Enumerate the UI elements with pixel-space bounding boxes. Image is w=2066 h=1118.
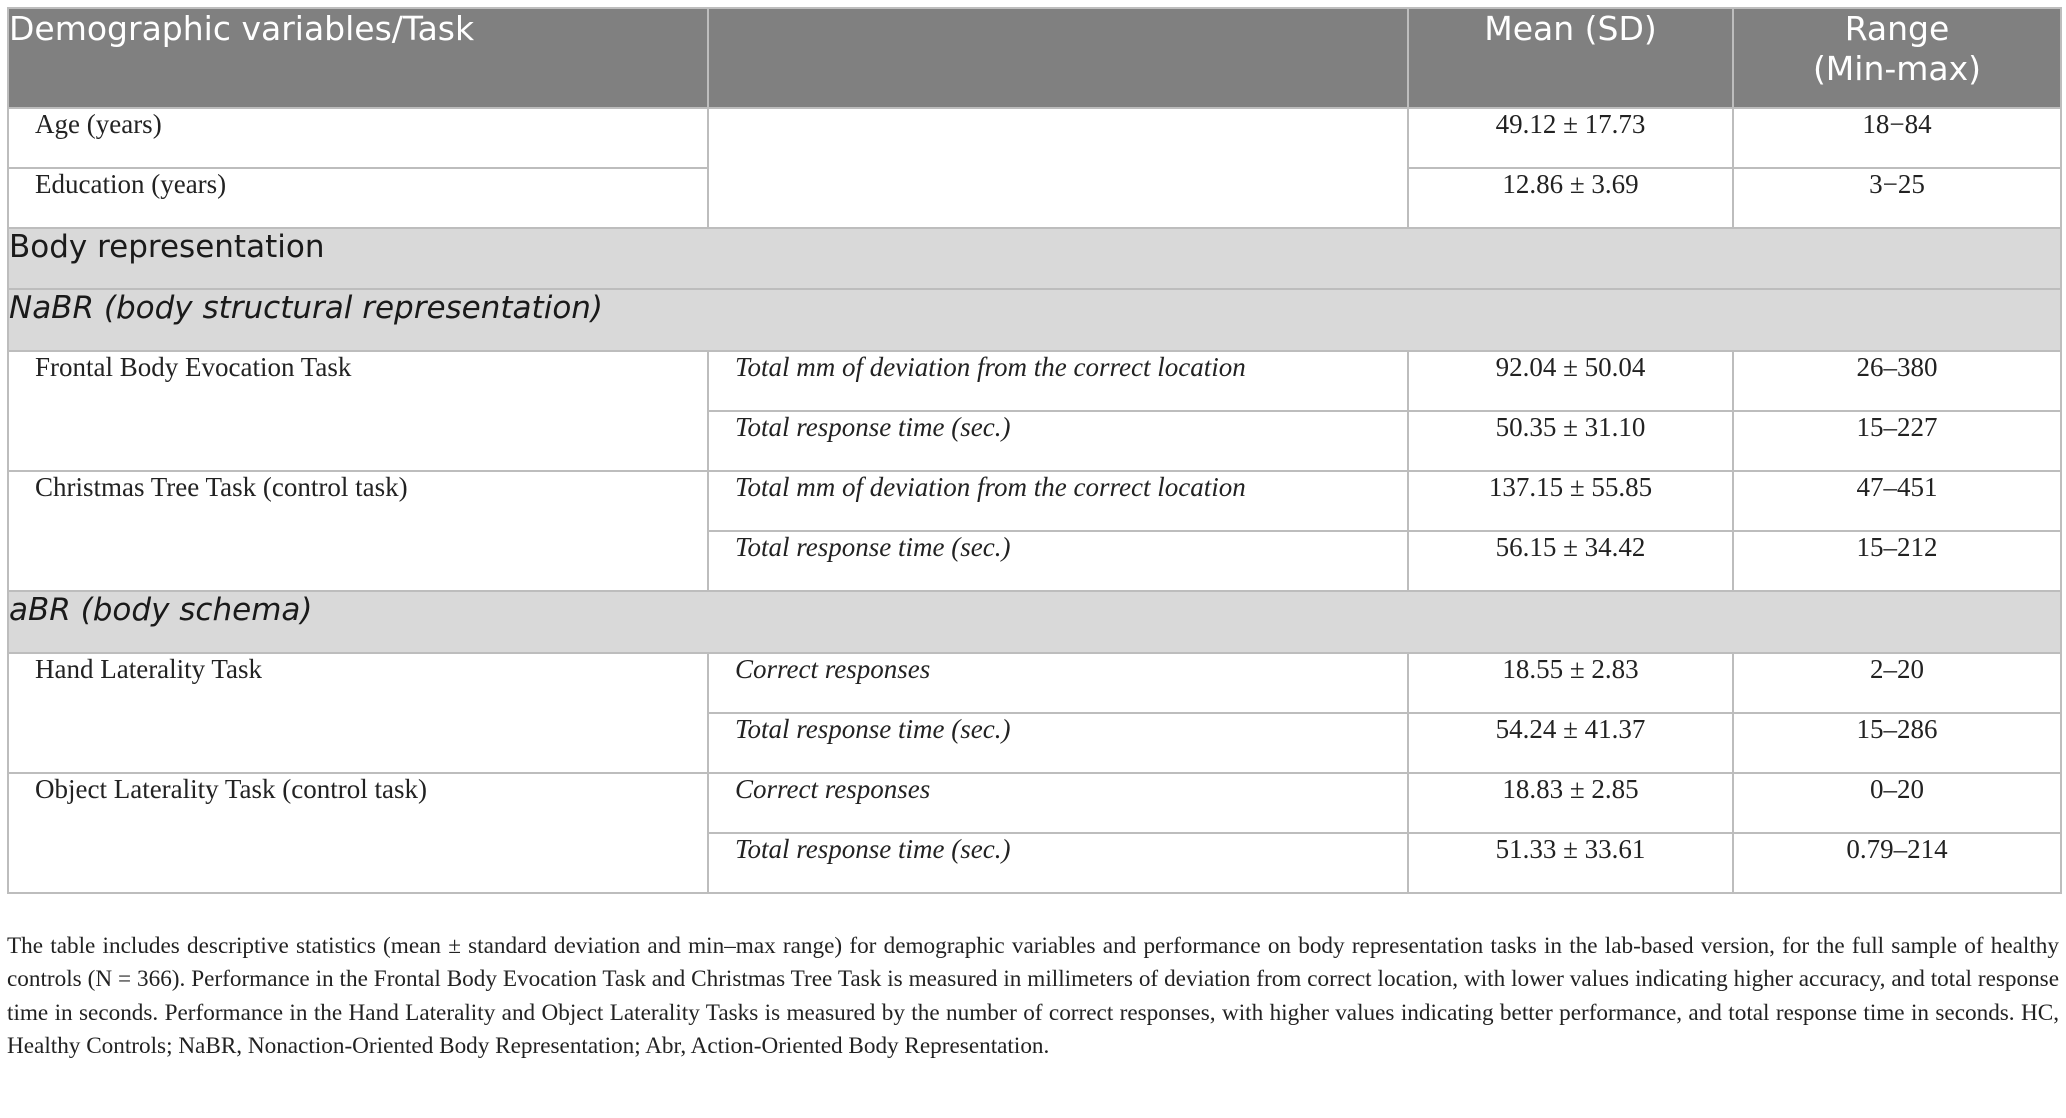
range-cell: 47–451	[1733, 471, 2061, 531]
header-range: Range (Min-max)	[1733, 8, 2061, 108]
subsection-title: NaBR (body structural representation)	[8, 289, 2061, 351]
range-cell: 0–20	[1733, 773, 2061, 833]
mean-cell: 18.55 ± 2.83	[1408, 653, 1733, 713]
range-cell: 0.79–214	[1733, 833, 2061, 893]
empty-cell	[708, 108, 1408, 228]
table-header-row	[8, 8, 2061, 108]
subsection-row	[8, 591, 2061, 653]
row-label: Education (years)	[8, 168, 708, 228]
measure-cell: Total response time (sec.)	[708, 411, 1408, 471]
header-demographic-task: Demographic variables/Task	[8, 8, 708, 108]
section-title: Body representation	[8, 228, 2061, 289]
row-label: Age (years)	[8, 108, 708, 168]
task-label: Frontal Body Evocation Task	[8, 351, 708, 471]
range-cell: 2–20	[1733, 653, 2061, 713]
range-cell: 15–227	[1733, 411, 2061, 471]
mean-cell: 54.24 ± 41.37	[1408, 713, 1733, 773]
measure-cell: Total response time (sec.)	[708, 713, 1408, 773]
task-label: Object Laterality Task (control task)	[8, 773, 708, 893]
table-row	[8, 773, 2061, 833]
descriptive-statistics-table	[7, 7, 2062, 894]
mean-cell: 56.15 ± 34.42	[1408, 531, 1733, 591]
measure-cell: Total response time (sec.)	[708, 531, 1408, 591]
task-label: Christmas Tree Task (control task)	[8, 471, 708, 591]
section-row	[8, 228, 2061, 289]
mean-cell: 92.04 ± 50.04	[1408, 351, 1733, 411]
range-cell: 3−25	[1733, 168, 2061, 228]
measure-cell: Total mm of deviation from the correct location	[708, 351, 1408, 411]
measure-cell: Total response time (sec.)	[708, 833, 1408, 893]
measure-cell: Correct responses	[708, 653, 1408, 713]
table-row	[8, 653, 2061, 713]
subsection-row	[8, 289, 2061, 351]
table-footnote	[7, 930, 2059, 1064]
range-cell: 15–286	[1733, 713, 2061, 773]
table-row	[8, 351, 2061, 411]
range-cell: 15–212	[1733, 531, 2061, 591]
mean-cell: 50.35 ± 31.10	[1408, 411, 1733, 471]
range-cell: 18−84	[1733, 108, 2061, 168]
header-mean-sd: Mean (SD)	[1408, 8, 1733, 108]
table-row	[8, 108, 2061, 168]
header-measure	[708, 8, 1408, 108]
footnote-text: The table includes descriptive statistics (mean ± standard deviation and min–max range) for demographic variables and performance on body representation tasks in the lab-based version, for the full sample of healthy controls (N = 366). Performance in the Frontal Body Evocation Task and Christmas Tree Task is measured in millimeters of deviation from correct location, with lower values indicating higher accuracy, and total response time in seconds. Performance in the Hand Laterality and Object Laterality Tasks is measured by the number of correct responses, with higher values indicating better performance, and total response time in seconds. HC, Healthy Controls; NaBR, Nonaction-Oriented Body Representation; Abr, Action-Oriented Body Representation.	[7, 933, 2059, 1060]
task-label: Hand Laterality Task	[8, 653, 708, 773]
mean-cell: 49.12 ± 17.73	[1408, 108, 1733, 168]
measure-cell: Total mm of deviation from the correct location	[708, 471, 1408, 531]
table-row	[8, 471, 2061, 531]
subsection-title: aBR (body schema)	[8, 591, 2061, 653]
range-cell: 26–380	[1733, 351, 2061, 411]
mean-cell: 18.83 ± 2.85	[1408, 773, 1733, 833]
mean-cell: 51.33 ± 33.61	[1408, 833, 1733, 893]
mean-cell: 137.15 ± 55.85	[1408, 471, 1733, 531]
measure-cell: Correct responses	[708, 773, 1408, 833]
mean-cell: 12.86 ± 3.69	[1408, 168, 1733, 228]
